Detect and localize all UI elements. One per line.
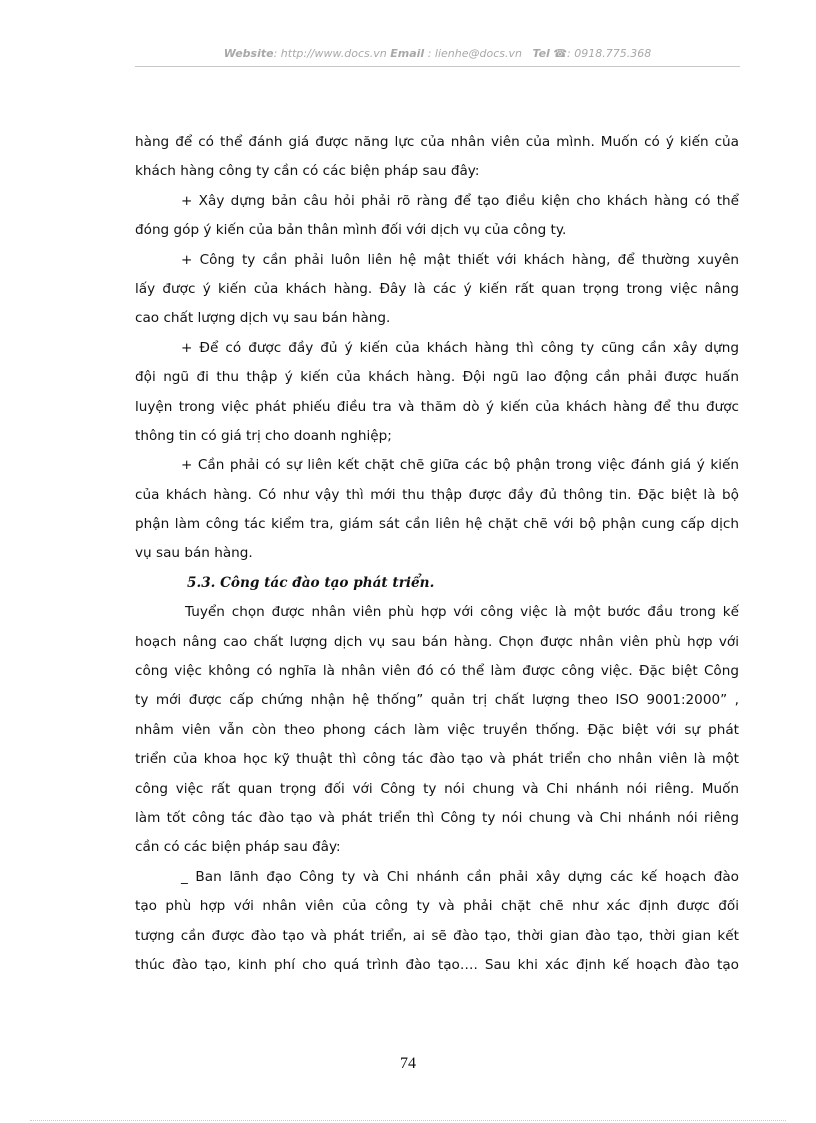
tel-label: Tel	[532, 47, 550, 60]
paragraph-line: thúc đào tạo, kinh phí cho quá trình đào tạo…. Sau khi xác định kế hoạch đào tạo	[135, 956, 739, 973]
section-heading: 5.3. Công tác đào tạo phát triển.	[187, 574, 435, 591]
paragraph-line: _ Ban lãnh đạo Công ty và Chi nhánh cần phải xây dựng các kế hoạch đào	[181, 868, 739, 885]
paragraph-line: đóng góp ý kiến của bản thân mình đối với dịch vụ của công ty.	[135, 222, 567, 239]
paragraph-line: + Công ty cần phải luôn liên hệ mật thiết với khách hàng, để thường xuyên	[181, 251, 739, 268]
paragraph-line: công việc rất quan trọng đối với Công ty nói chung và Chi nhánh nói riêng. Muốn	[135, 780, 739, 797]
paragraph-line: làm tốt công tác đào tạo và phát triển thì Công ty nói chung và Chi nhánh nói riêng	[135, 809, 739, 826]
website-value: : http://www.docs.vn	[273, 47, 387, 60]
paragraph-line: ty mới được cấp chứng nhận hệ thống” quản trị chất lượng theo ISO 9001:2000” ,	[135, 692, 739, 709]
paragraph-line: đội ngũ đi thu thập ý kiến của khách hàng. Đội ngũ lao động cần phải được huấn	[135, 369, 739, 386]
page-header	[135, 47, 740, 60]
email-value: : lienhe@docs.vn	[424, 47, 522, 60]
paragraph-line: + Cần phải có sự liên kết chặt chẽ giữa các bộ phận trong việc đánh giá ý kiến	[181, 457, 739, 474]
email-label: Email	[390, 47, 425, 60]
header-divider	[135, 66, 740, 67]
paragraph-line: của khách hàng. Có như vậy thì mới thu thập được đầy đủ thông tin. Đặc biệt là bộ	[135, 486, 739, 503]
paragraph-line: + Xây dựng bản câu hỏi phải rõ ràng để tạo điều kiện cho khách hàng có thể	[181, 192, 739, 209]
paragraph-line: công việc không có nghĩa là nhân viên đó có thể làm được công việc. Đặc biệt Công	[135, 663, 739, 680]
paragraph-line: thông tin có giá trị cho doanh nghiệp;	[135, 427, 392, 444]
tel-value: : 0918.775.368	[567, 47, 652, 60]
paragraph-line: hoạch nâng cao chất lượng dịch vụ sau bán hàng. Chọn được nhân viên phù hợp với	[135, 633, 739, 650]
paragraph-line: + Để có được đầy đủ ý kiến của khách hàng thì công ty cũng cần xây dựng	[181, 339, 739, 356]
paragraph-line: lấy được ý kiến của khách hàng. Đây là các ý kiến rất quan trọng trong việc nâng	[135, 280, 739, 297]
phone-icon: ☎	[553, 47, 568, 60]
paragraph-line: phận làm công tác kiểm tra, giám sát cần liên hệ chặt chẽ với bộ phận cung cấp dịch	[135, 516, 739, 533]
page-number: 74	[400, 1055, 416, 1072]
paragraph-line: tượng cần được đào tạo và phát triển, ai sẽ đào tạo, thời gian đào tạo, thời gian kết	[135, 927, 739, 944]
paragraph-line: tạo phù hợp với nhân viên của công ty và phải chặt chẽ như xác định được đối	[135, 898, 739, 915]
paragraph-line: luyện trong việc phát phiếu điều tra và thăm dò ý kiến của khách hàng để thu được	[135, 398, 739, 415]
paragraph-line: cao chất lượng dịch vụ sau bán hàng.	[135, 310, 391, 327]
paragraph-line: cần có các biện pháp sau đây:	[135, 839, 341, 856]
page-bottom-border	[30, 1120, 786, 1121]
body-text	[135, 128, 739, 980]
paragraph-line: hàng để có thể đánh giá được năng lực của nhân viên của mình. Muốn có ý kiến của	[135, 134, 739, 150]
website-label: Website	[223, 47, 274, 60]
paragraph-line: triển của khoa học kỹ thuật thì công tác đào tạo và phát triển cho nhân viên là một	[135, 751, 739, 768]
paragraph-line: khách hàng công ty cần có các biện pháp sau đây:	[135, 163, 480, 180]
paragraph-line: nhâm viên vẫn còn theo phong cách làm việc truyền thống. Đặc biệt với sự phát	[135, 721, 739, 738]
paragraph-line: vụ sau bán hàng.	[135, 545, 253, 562]
paragraph-line: Tuyển chọn được nhân viên phù hợp với công việc là một bước đầu trong kế	[185, 604, 739, 621]
